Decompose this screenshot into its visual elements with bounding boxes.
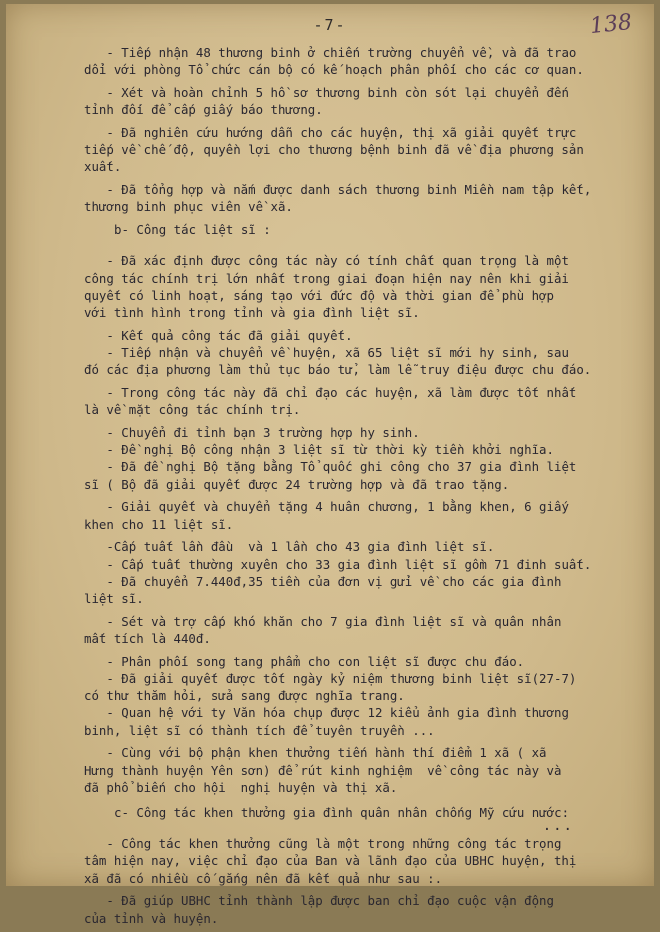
paragraph-c-2: - Đã giúp UBHC tỉnh thành lập được ban chỉ đạo cuộc vận động của tỉnh và huyện. [84,893,554,926]
paragraph-b-7: -Cấp tuất lần đầu và 1 lần cho 43 gia đình liệt sĩ. - Cấp tuất thường xuyên cho 33 gia đình liệt sĩ gồm 71 đinh suất. - Đã chuyển 7.440đ,35 tiền của đơn vị gửi về cho các gia đình liệt sĩ. [84,539,592,607]
document-body [84,44,632,932]
section-heading-b: b- Công tác liệt sĩ : [114,222,271,238]
paragraph-c-1: - Công tác khen thưởng cũng là một trong những công tác trọng tâm hiện nay, việc chỉ đạo của Ban và lãnh đạo của UBHC huyện, thị xã đã có nhiều cố gắng nên đã kết quả như sau :. [84,836,577,886]
paragraph-b-9: - Phân phối song tang phẩm cho con liệt sĩ được chu đáo. - Đã giải quyết được tốt ngày kỷ niệm thương binh liệt sĩ(27-7) có thư thăm hỏi, sửa sang được nghĩa trang. - Quan hệ với ty Văn hóa chụp được 12 kiểu ảnh gia đình thương binh, liệt sĩ có thành tích để tuyên truyền ... [84,653,577,738]
handwritten-page-stamp: 138 [588,9,634,40]
paragraph-b-10: - Cùng với bộ phận khen thưởng tiến hành thí điểm 1 xã ( xã Hưng thành huyện Yên sơn) để rút kinh nghiệm về công tác này và đã phổ biến cho hội nghị huyện và thị xã. [84,745,562,795]
document-page [6,4,654,926]
paragraph-b-4: - Trong công tác này đã chỉ đạo các huyện, xã làm được tốt nhất là về mặt công tác chính trị. [84,385,577,418]
paragraph-a-3: - Đã nghiên cứu hướng dẫn cho các huyện, thị xã giải quyết trực tiếp về chế độ, quyền lợi cho thương bệnh binh đã về địa phương sản xuất. [84,125,584,175]
page-number: -7- [313,16,347,34]
paragraph-a-1: - Tiếp nhận 48 thương binh ở chiến trường chuyển về, và đã trao dổi với phòng Tổ chức cán bộ có kế hoạch phân phối cho các cơ quan. [84,45,584,78]
paragraph-b-3: - Tiếp nhận và chuyển về huyện, xã 65 liệt sĩ mới hy sinh, sau đó các địa phương làm thủ tục báo tử, làm lễ truy điệu được chu đáo. [84,345,592,378]
paragraph-b-2: - Kết quả công tác đã giải quyết. [84,327,353,343]
continuation-mark: ... [542,818,574,834]
paragraph-b-6: - Giải quyết và chuyển tặng 4 huân chương, 1 bằng khen, 6 giấy khen cho 11 liệt sĩ. [84,499,569,532]
paragraph-b-1: - Đã xác định được công tác này có tính chất quan trọng là một công tác chính trị lớn nhất trong giai đoạn hiện nay nên khi giải quyết có linh hoạt, sáng tạo với đức độ và thời gian để phù hợp với tình hình trong tỉnh và gia đình liệt sĩ. [84,253,569,321]
paragraph-b-5: - Chuyển đi tỉnh bạn 3 trường hợp hy sinh. - Đề nghị Bộ công nhận 3 liệt sĩ từ thời kỳ tiền khởi nghĩa. - Đã đề nghị Bộ tặng bằng Tổ quốc ghi công cho 37 gia đình liệt sĩ ( Bộ đã giải quyết được 24 trường hợp và đã trao tặng. [84,425,577,492]
paragraph-a-4: - Đã tổng hợp và nắm được danh sách thương binh Miền nam tập kết, thương binh phục viên về xã. [84,182,592,215]
paragraph-a-2: - Xét và hoàn chỉnh 5 hồ sơ thương binh còn sót lại chuyển đến tỉnh đối để cấp giấy báo thương. [84,85,569,118]
section-heading-c: c- Công tác khen thưởng gia đình quân nhân chống Mỹ cứu nước: [114,805,570,821]
paragraph-b-8: - Sét và trợ cấp khó khăn cho 7 gia đình liệt sĩ và quân nhân mất tích là 440đ. [84,613,562,647]
